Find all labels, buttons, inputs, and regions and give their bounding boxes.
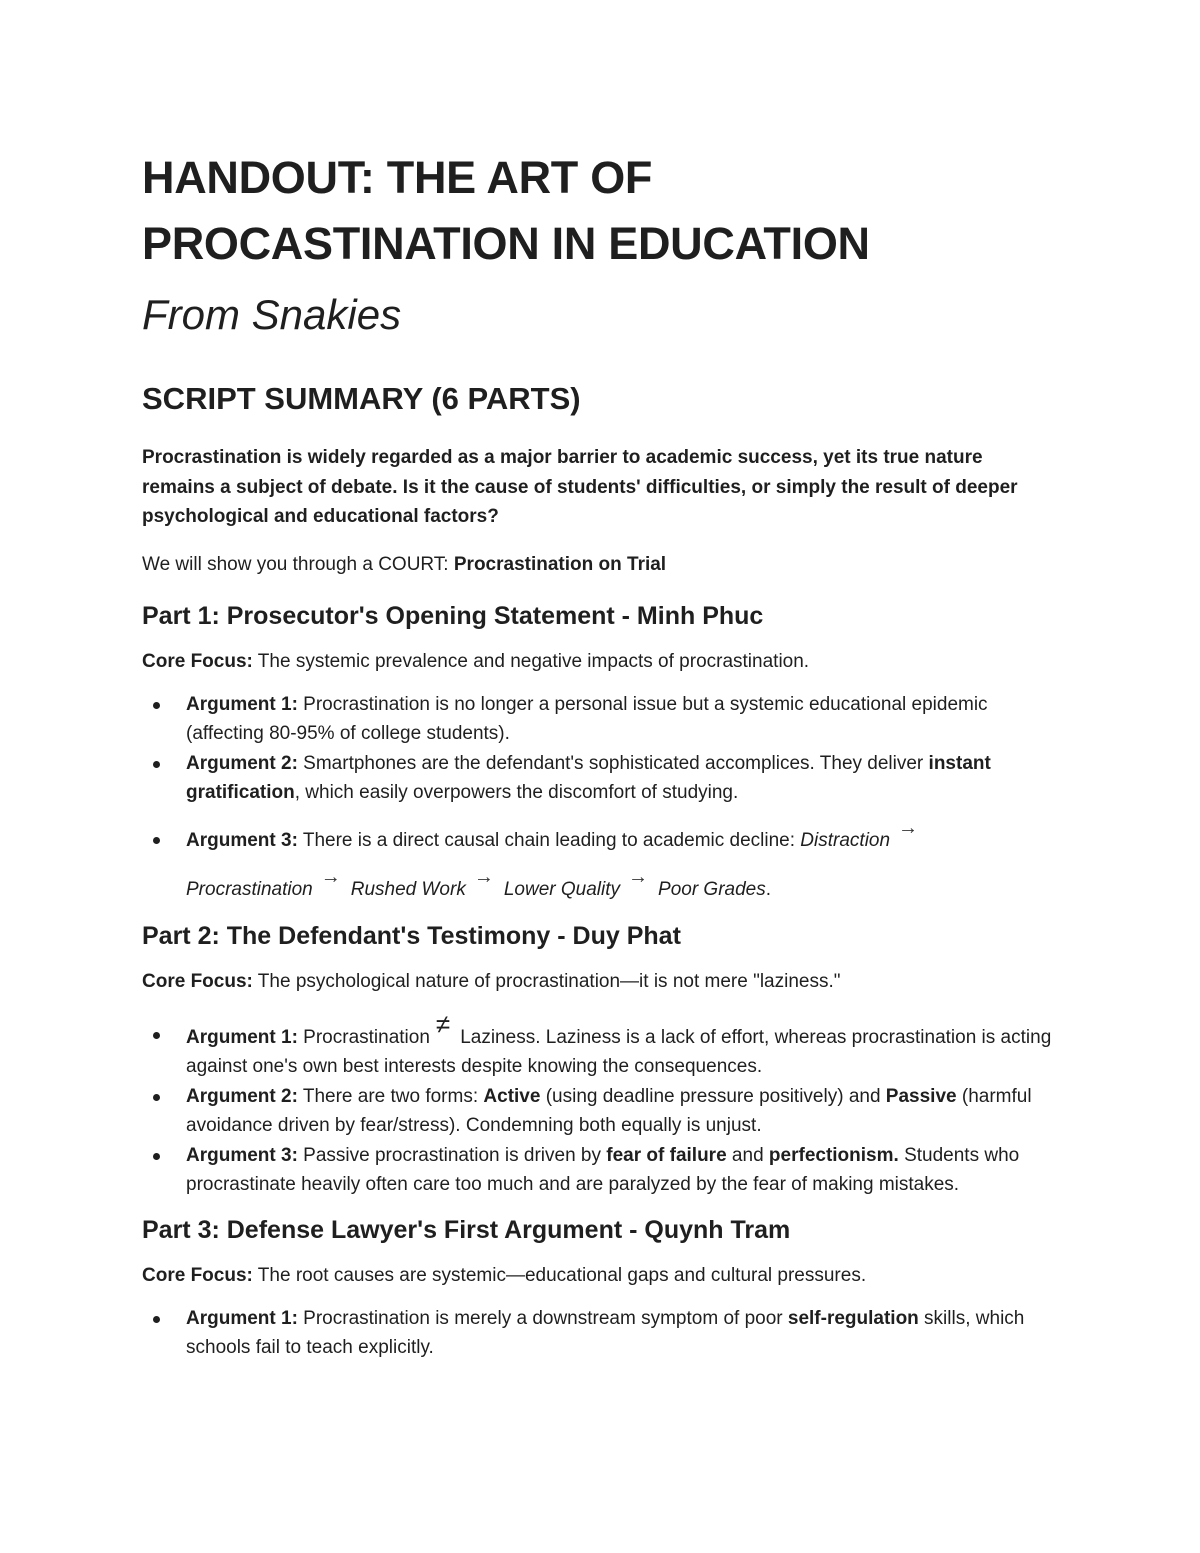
court-line [142, 550, 1060, 580]
arrow-right-icon: → [628, 865, 649, 888]
document-title [142, 145, 1060, 277]
arrow-right-icon: → [898, 816, 919, 839]
argument-label: Argument 1: [186, 693, 298, 715]
arrow-right-icon: → [320, 865, 341, 888]
bullet-icon [153, 1094, 160, 1101]
chain-step: Distraction [800, 829, 891, 851]
not-equal-icon: ≠ [435, 1008, 451, 1039]
argument-text: Smartphones are the defendant's sophisticated accomplices. They deliver [297, 752, 929, 774]
argument-emphasis: Passive [885, 1085, 957, 1107]
chain-end: . [765, 878, 772, 900]
core-focus-label: Core Focus: [142, 970, 253, 992]
court-prefix: We will show you through a COURT: [142, 553, 454, 575]
core-focus-label: Core Focus: [142, 650, 253, 672]
argument-emphasis: instant gratification [186, 752, 991, 803]
chain-step: Poor Grades [658, 878, 766, 900]
list-item [186, 1082, 1060, 1141]
argument-emphasis: perfectionism [768, 1144, 894, 1166]
argument-text: Procrastination [297, 1026, 430, 1048]
document-subtitle: From Snakies [142, 291, 402, 338]
chain-step: Rushed Work [350, 878, 466, 900]
argument-emphasis: . [893, 1144, 899, 1166]
part1-arguments [142, 690, 1060, 914]
part3-core-focus [142, 1262, 1060, 1290]
bullet-icon [153, 837, 160, 844]
list-item [186, 1304, 1060, 1363]
part1-focus-text: The systemic prevalence and negative impacts of procrastination. [252, 650, 810, 672]
part3-focus-text: The root causes are systemic—educational gaps and cultural pressures. [252, 1264, 867, 1286]
arrow-right-icon: → [473, 865, 494, 888]
argument-text: Procrastination is no longer a personal issue but a systemic educational epidemic (affecting 80-95% of college students). [186, 693, 988, 744]
argument-text: (using deadline pressure positively) and [540, 1085, 886, 1107]
argument-text: Passive procrastination is driven by [297, 1144, 607, 1166]
list-item [186, 690, 1060, 749]
intro-paragraph: Procrastination is widely regarded as a major barrier to academic success, yet its true nature remains a subject of debate. Is it the cause of students' difficulties, or simply the result of deeper psychological and educational factors? [142, 447, 1018, 527]
argument-label: Argument 2: [186, 1085, 298, 1107]
argument-text: and [726, 1144, 769, 1166]
argument-emphasis: self-regulation [787, 1307, 919, 1329]
bullet-icon [153, 761, 160, 768]
list-item [186, 816, 1060, 914]
list-item [186, 1008, 1060, 1082]
argument-text: Students who procrastinate heavily often care too much and are paralyzed by the fear of making mistakes. [186, 1144, 1020, 1195]
court-title: Procrastination on Trial [453, 553, 667, 575]
summary-heading: SCRIPT SUMMARY (6 PARTS) [142, 381, 581, 416]
title-line-2: PROCASTINATION IN EDUCATION [142, 218, 870, 269]
part3-heading: Part 3: Defense Lawyer's First Argument - Quynh Tram [142, 1215, 791, 1244]
title-line-1: HANDOUT: THE ART OF [142, 152, 653, 203]
part1-heading: Part 1: Prosecutor's Opening Statement - Minh Phuc [142, 601, 764, 630]
argument-text: There is a direct causal chain leading to academic decline: [297, 829, 801, 851]
core-focus-label: Core Focus: [142, 1264, 253, 1286]
part2-focus-text: The psychological nature of procrastination—it is not mere "laziness." [252, 970, 841, 992]
list-item [186, 749, 1060, 808]
part2-core-focus [142, 968, 1060, 996]
chain-step: Lower Quality [503, 878, 621, 900]
part2-heading: Part 2: The Defendant's Testimony - Duy Phat [142, 921, 681, 950]
argument-text: , which easily overpowers the discomfort of studying. [294, 782, 739, 803]
argument-label: Argument 1: [186, 1026, 298, 1048]
list-item [186, 1141, 1060, 1200]
chain-step: Procrastination [186, 878, 313, 900]
argument-emphasis: Active [483, 1085, 541, 1107]
bullet-icon [153, 1032, 160, 1039]
argument-label: Argument 2: [186, 752, 298, 774]
argument-text: skills, which schools fail to teach explicitly. [186, 1307, 1025, 1358]
argument-text: Procrastination is merely a downstream symptom of poor [297, 1307, 788, 1329]
argument-text: (harmful avoidance driven by fear/stress). Condemning both equally is unjust. [186, 1085, 1032, 1136]
argument-text: Laziness. Laziness is a lack of effort, whereas procrastination is acting against one's own best interests despite knowing the consequences. [186, 1026, 1052, 1077]
argument-label: Argument 3: [186, 829, 298, 851]
bullet-icon [153, 1316, 160, 1323]
argument-label: Argument 1: [186, 1307, 298, 1329]
part2-arguments [142, 1008, 1060, 1200]
part1-core-focus [142, 648, 1060, 676]
argument-label: Argument 3: [186, 1144, 298, 1166]
bullet-icon [153, 702, 160, 709]
argument-emphasis: fear of failure [606, 1144, 727, 1166]
bullet-icon [153, 1153, 160, 1160]
argument-text: There are two forms: [297, 1085, 484, 1107]
part3-arguments [142, 1304, 1060, 1363]
